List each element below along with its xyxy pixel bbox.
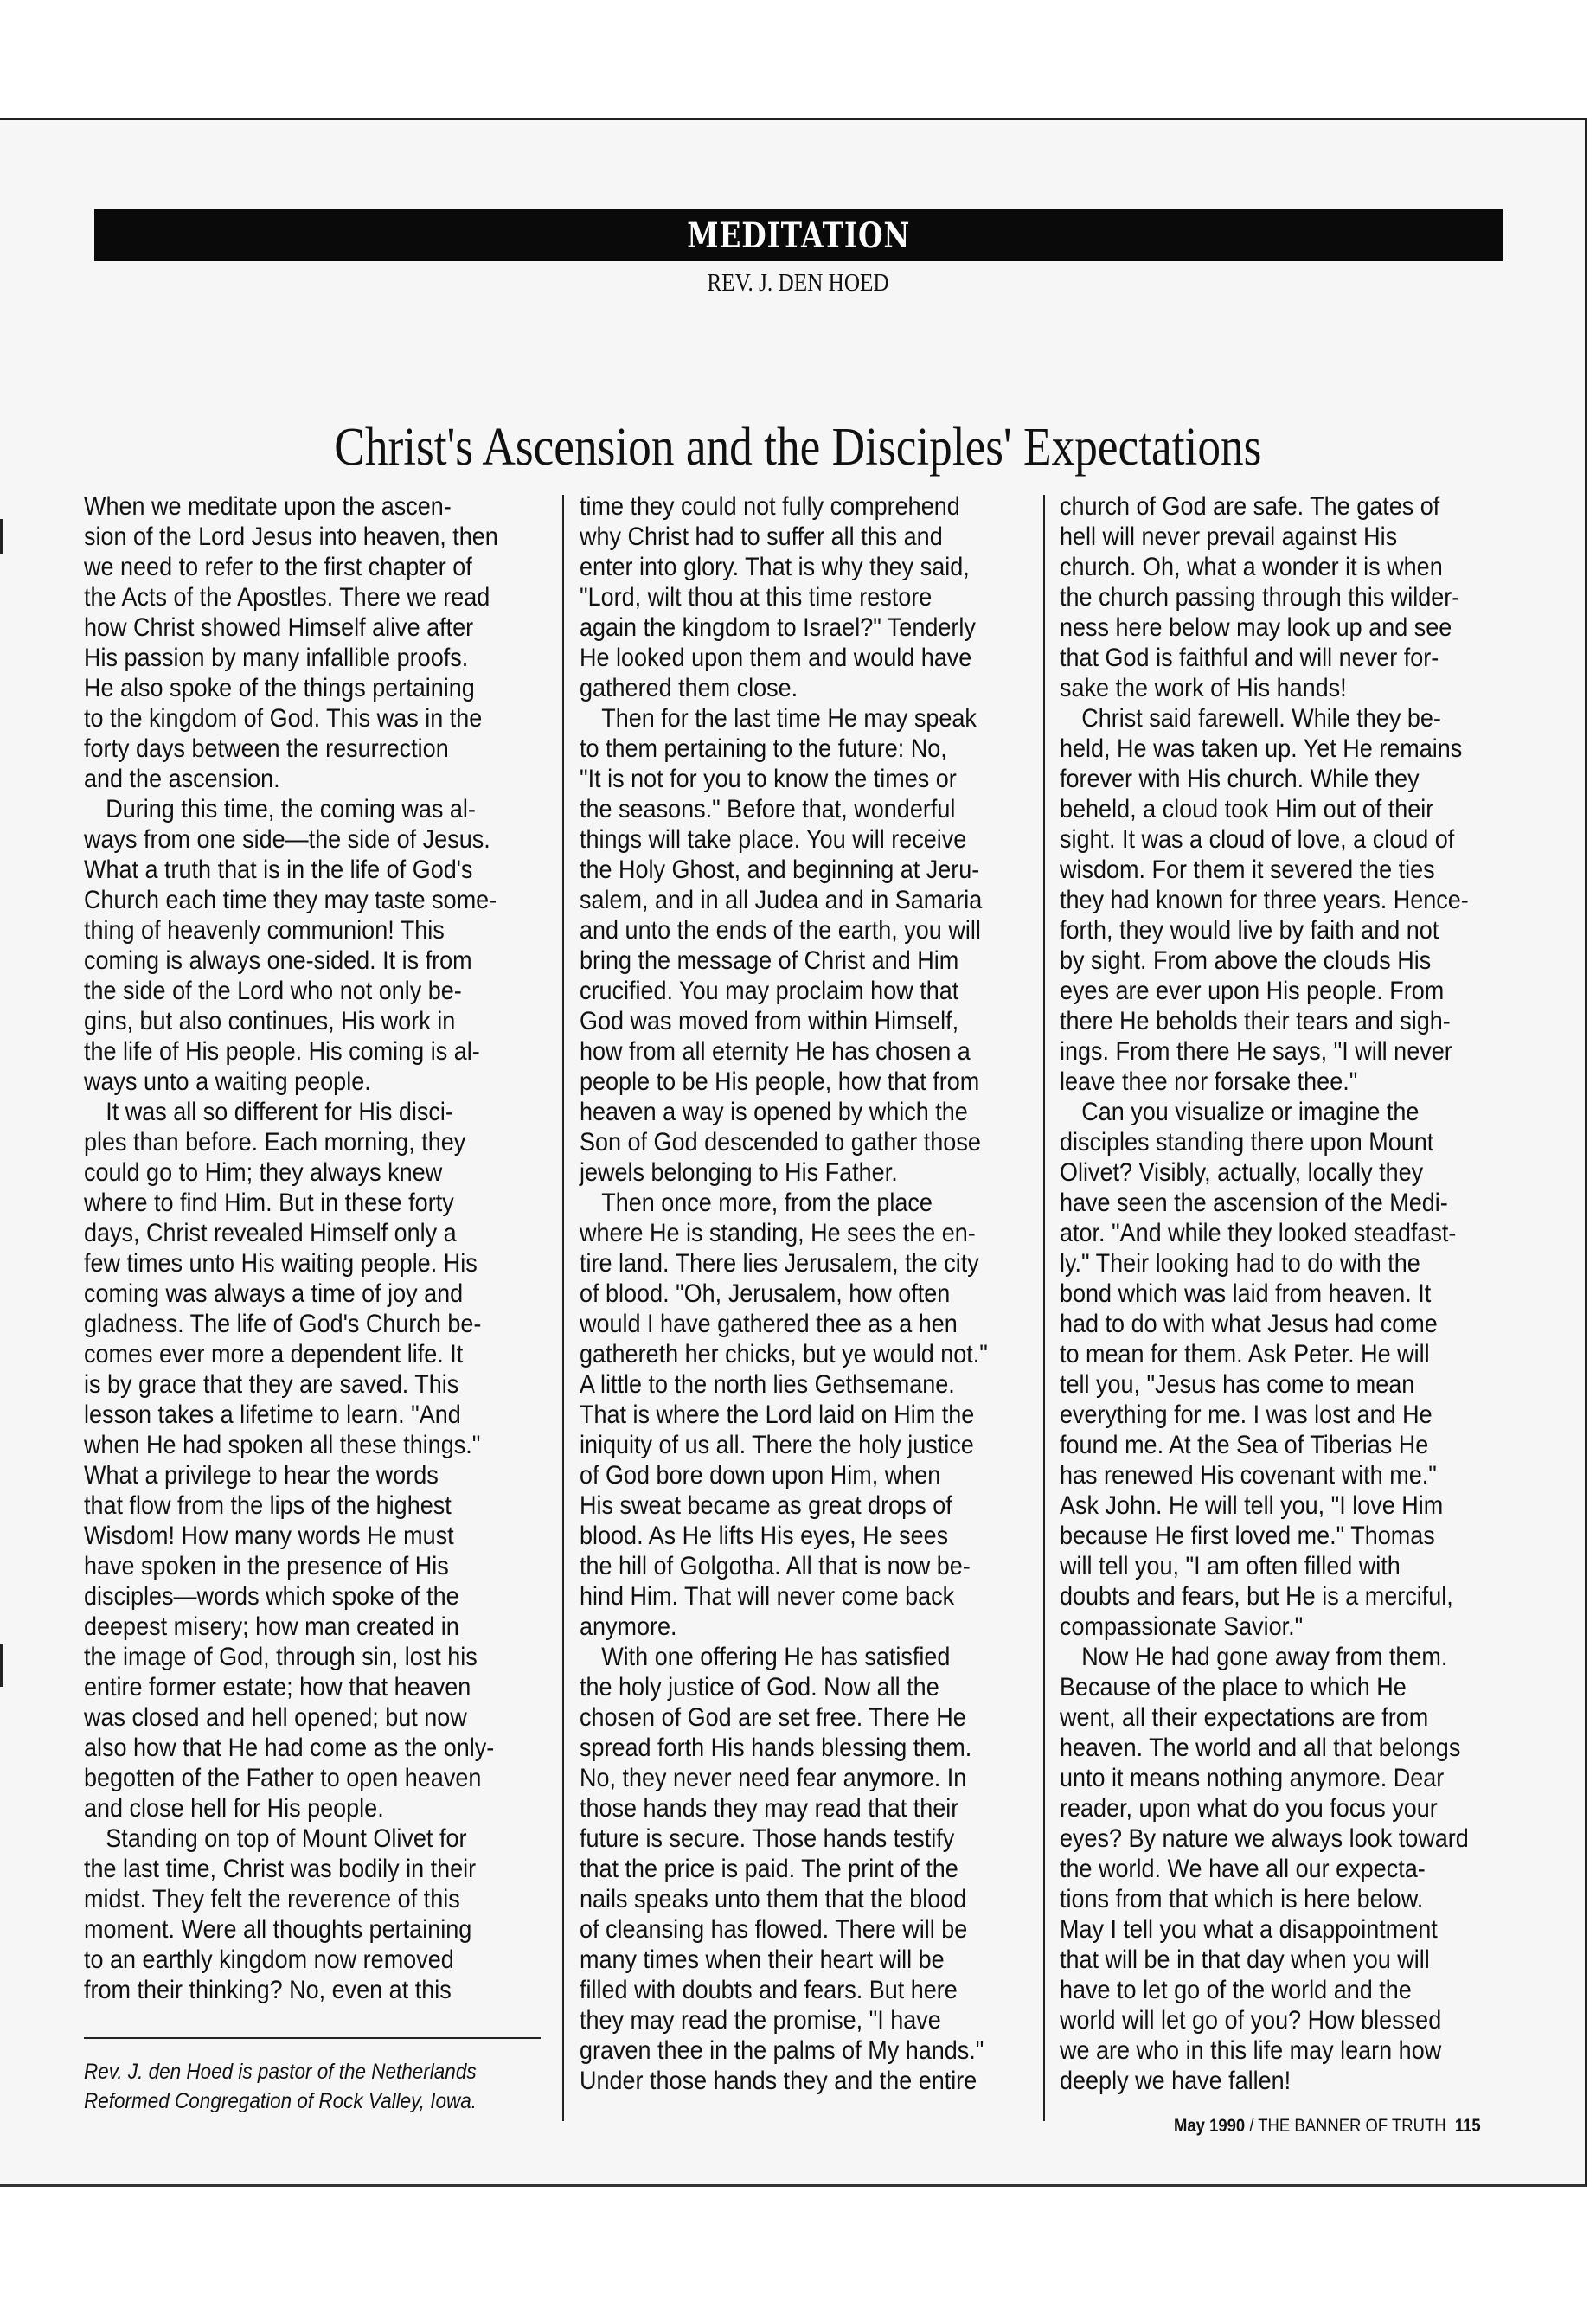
text-line: has renewed His covenant with me." (1060, 1461, 1437, 1490)
text-line: of blood. "Oh, Jerusalem, how often (580, 1279, 951, 1308)
text-line: because He first loved me." Thomas (1060, 1522, 1435, 1550)
text-line: the Acts of the Apostles. There we read (84, 583, 490, 612)
text-line: again the kingdom to Israel?" Tenderly (580, 613, 976, 642)
text-line: deeply we have fallen! (1060, 2067, 1292, 2095)
text-line: world will let go of you? How blessed (1060, 2006, 1442, 2035)
paragraph (580, 1642, 988, 2096)
text-line: No, they never need fear anymore. In (580, 1764, 967, 1792)
text-line: Christ said farewell. While they be- (1081, 704, 1441, 733)
text-line: the seasons." Before that, wonderful (580, 795, 956, 824)
text-line: Wisdom! How many words He must (84, 1522, 454, 1550)
text-line: entire former estate; how that heaven (84, 1673, 471, 1702)
scan-edge-mark (0, 519, 3, 554)
text-line: graven thee in the palms of My hands." (580, 2036, 984, 2065)
text-line: ly." Their looking had to do with the (1060, 1249, 1420, 1278)
text-line: held, He was taken up. Yet He remains (1060, 734, 1463, 763)
text-line: sake the work of His hands! (1060, 674, 1347, 702)
text-line: thing of heavenly communion! This (84, 916, 445, 945)
issue-date: May 1990 (1174, 2116, 1246, 2136)
article-title-text: Christ's Ascension and the Disciples' Expectations (334, 418, 1262, 477)
page-number: 115 (1454, 2116, 1481, 2136)
text-line: anymore. (580, 1612, 677, 1641)
text-line: and unto the ends of the earth, you will (580, 916, 981, 945)
text-line: why Christ had to suffer all this and (580, 522, 943, 551)
text-line: is by grace that they are saved. This (84, 1370, 459, 1399)
text-line: coming is always one-sided. It is from (84, 946, 472, 975)
text-line: gins, but also continues, His work in (84, 1007, 456, 1035)
text-line: that will be in that day when you will (1060, 1945, 1430, 1974)
text-line: hind Him. That will never come back (580, 1582, 955, 1611)
text-line: tions from that which is here below. (1060, 1885, 1424, 1913)
text-line: people to be His people, how that from (580, 1067, 980, 1096)
text-line: "It is not for you to know the times or (580, 765, 957, 793)
text-line: also how that He had come as the only- (84, 1734, 495, 1762)
text-line: spread forth His hands blessing them. (580, 1734, 972, 1762)
text-line: that flow from the lips of the highest (84, 1491, 452, 1520)
paragraph (1060, 1642, 1469, 2096)
text-line: leave thee nor forsake thee." (1060, 1067, 1358, 1096)
text-line: few times unto His waiting people. His (84, 1249, 478, 1278)
text-line: of cleansing has flowed. There will be (580, 1915, 968, 1944)
text-line: nails speaks unto them that the blood (580, 1885, 967, 1913)
paragraph (84, 1097, 498, 1823)
text-line: the world. We have all our expecta- (1060, 1855, 1426, 1883)
text-line: That is where the Lord laid on Him the (580, 1400, 975, 1429)
column-divider (562, 495, 564, 2121)
text-line: the holy justice of God. Now all the (580, 1673, 939, 1702)
text-line: when He had spoken all these things." (84, 1431, 481, 1459)
text-line: gathereth her chicks, but ye would not." (580, 1340, 988, 1368)
text-line: the hill of Golgotha. All that is now be- (580, 1552, 971, 1580)
text-line: ways from one side—the side of Jesus. (84, 825, 490, 854)
text-line: compassionate Savior." (1060, 1612, 1304, 1641)
text-line: many times when their heart will be (580, 1945, 945, 1974)
text-line: heaven a way is opened by which the (580, 1098, 968, 1126)
text-line: A little to the north lies Gethsemane. (580, 1370, 955, 1399)
text-line: Under those hands they and the entire (580, 2067, 977, 2095)
text-line: Because of the place to which He (1060, 1673, 1407, 1702)
text-line: Ask John. He will tell you, "I love Him (1060, 1491, 1444, 1520)
text-line: the church passing through this wilder- (1060, 583, 1460, 612)
text-line: those hands they may read that their (580, 1794, 959, 1823)
text-line: forever with His church. While they (1060, 765, 1420, 793)
text-line: coming was always a time of joy and (84, 1279, 464, 1308)
text-line: Olivet? Visibly, actually, locally they (1060, 1158, 1424, 1187)
text-line: things will take place. You will receive (580, 825, 967, 854)
text-line: time they could not fully comprehend (580, 492, 960, 521)
text-line: ples than before. Each morning, they (84, 1128, 466, 1157)
text-line: Now He had gone away from them. (1081, 1643, 1448, 1671)
paragraph (84, 794, 498, 1097)
text-line: God was moved from within Himself, (580, 1007, 959, 1035)
text-line: would I have gathered thee as a hen (580, 1310, 958, 1338)
text-line: During this time, the coming was al- (106, 795, 476, 824)
text-line: begotten of the Father to open heaven (84, 1764, 482, 1792)
footnote-line: Rev. J. den Hoed is pastor of the Netherlands (84, 2060, 477, 2084)
text-line: where He is standing, He sees the en- (580, 1219, 976, 1247)
column-3 (1060, 491, 1469, 2096)
text-line: midst. They felt the reverence of this (84, 1885, 460, 1913)
text-line: beheld, a cloud took Him out of their (1060, 795, 1434, 824)
text-line: to them pertaining to the future: No, (580, 734, 947, 763)
paragraph (1060, 491, 1469, 703)
text-line: enter into glory. That is why they said, (580, 553, 970, 581)
text-line: there He beholds their tears and sigh- (1060, 1007, 1451, 1035)
text-line: With one offering He has satisfied (601, 1643, 951, 1671)
text-line: found me. At the Sea of Tiberias He (1060, 1431, 1429, 1459)
text-line: ator. "And while they looked steadfast- (1060, 1219, 1457, 1247)
text-line: eyes? By nature we always look toward (1060, 1824, 1469, 1853)
text-line: chosen of God are set free. There He (580, 1703, 966, 1732)
text-line: by sight. From above the clouds His (1060, 946, 1432, 975)
text-line: May I tell you what a disappointment (1060, 1915, 1438, 1944)
text-line: heaven. The world and all that belongs (1060, 1734, 1461, 1762)
text-line: crucified. You may proclaim how that (580, 977, 959, 1005)
text-line: we need to refer to the first chapter of (84, 553, 472, 581)
text-line: Then for the last time He may speak (601, 704, 977, 733)
text-line: they may read the promise, "I have (580, 2006, 941, 2035)
text-line: and the ascension. (84, 765, 280, 793)
text-line: days, Christ revealed Himself only a (84, 1219, 457, 1247)
text-line: Can you visualize or imagine the (1081, 1098, 1420, 1126)
text-line: we are who in this life may learn how (1060, 2036, 1442, 2065)
text-line: salem, and in all Judea and in Samaria (580, 886, 983, 914)
paragraph (1060, 1097, 1469, 1642)
text-line: doubts and fears, but He is a merciful, (1060, 1582, 1453, 1611)
text-line: iniquity of us all. There the holy justice (580, 1431, 974, 1459)
text-line: that God is faithful and will never for- (1060, 644, 1439, 672)
text-line: bring the message of Christ and Him (580, 946, 959, 975)
text-line: He also spoke of the things pertaining (84, 674, 475, 702)
text-line: unto it means nothing anymore. Dear (1060, 1764, 1445, 1792)
text-line: jewels belonging to His Father. (580, 1158, 898, 1187)
text-line: to mean for them. Ask Peter. He will (1060, 1340, 1430, 1368)
text-line: to an earthly kingdom now removed (84, 1945, 454, 1974)
text-line: Church each time they may taste some- (84, 886, 497, 914)
text-line: wisdom. For them it severed the ties (1060, 856, 1435, 884)
text-line: What a truth that is in the life of God's (84, 856, 473, 884)
article-title (0, 417, 1596, 478)
text-line: He looked upon them and would have (580, 644, 972, 672)
text-line: they had known for three years. Hence- (1060, 886, 1469, 914)
text-line: have spoken in the presence of His (84, 1552, 449, 1580)
text-line: deepest misery; how man created in (84, 1612, 459, 1641)
text-line: future is secure. Those hands testify (580, 1824, 955, 1853)
paragraph (580, 491, 988, 703)
text-line: to the kingdom of God. This was in the (84, 704, 483, 733)
text-line: went, all their expectations are from (1060, 1703, 1429, 1732)
text-line: blood. As He lifts His eyes, He sees (580, 1522, 949, 1550)
author-footnote (84, 2057, 477, 2116)
column-1 (84, 491, 498, 2005)
text-line: "Lord, wilt thou at this time restore (580, 583, 933, 612)
text-line: eyes are ever upon His people. From (1060, 977, 1445, 1005)
text-line: gladness. The life of God's Church be- (84, 1310, 482, 1338)
text-line: where to find Him. But in these forty (84, 1189, 454, 1217)
text-line: bond which was laid from heaven. It (1060, 1279, 1432, 1308)
text-line: the Holy Ghost, and beginning at Jeru- (580, 856, 980, 884)
text-line: It was all so different for His disci- (106, 1098, 453, 1126)
paragraph (580, 1188, 988, 1642)
text-line: disciples—words which spoke of the (84, 1582, 459, 1611)
section-label: MEDITATION (687, 215, 910, 256)
text-line: how Christ showed Himself alive after (84, 613, 474, 642)
text-line: was closed and hell opened; but now (84, 1703, 467, 1732)
publication-name: THE BANNER OF TRUTH (1258, 2116, 1446, 2136)
text-line: gathered them close. (580, 674, 798, 702)
footnote-rule (84, 2037, 541, 2039)
text-line: ways unto a waiting people. (84, 1067, 371, 1096)
text-line: the side of the Lord who not only be- (84, 977, 462, 1005)
text-line: church. Oh, what a wonder it is when (1060, 553, 1443, 581)
text-line: When we meditate upon the ascen- (84, 492, 452, 521)
text-line: tire land. There lies Jerusalem, the city (580, 1249, 979, 1278)
text-line: forth, they would live by faith and not (1060, 916, 1439, 945)
text-line: will tell you, "I am often filled with (1060, 1552, 1401, 1580)
text-line: from their thinking? No, even at this (84, 1976, 452, 2004)
text-line: sion of the Lord Jesus into heaven, then (84, 522, 498, 551)
text-line: how from all eternity He has chosen a (580, 1037, 971, 1066)
text-line: ings. From there He says, "I will never (1060, 1037, 1452, 1066)
paragraph (84, 1823, 498, 2005)
text-line: reader, upon what do you focus your (1060, 1794, 1438, 1823)
text-line: ness here below may look up and see (1060, 613, 1452, 642)
paragraph (1060, 703, 1469, 1097)
text-line: sight. It was a cloud of love, a cloud of (1060, 825, 1455, 854)
text-line: His passion by many infallible proofs. (84, 644, 469, 672)
text-line: disciples standing there upon Mount (1060, 1128, 1434, 1157)
text-line: that the price is paid. The print of the (580, 1855, 958, 1883)
text-line: church of God are safe. The gates of (1060, 492, 1440, 521)
text-line: What a privilege to hear the words (84, 1461, 439, 1490)
text-line: have seen the ascension of the Medi- (1060, 1189, 1448, 1217)
text-line: the life of His people. His coming is al- (84, 1037, 480, 1066)
text-line: the image of God, through sin, lost his (84, 1643, 478, 1671)
footer-separator: / (1245, 2116, 1259, 2136)
footnote-line: Reformed Congregation of Rock Valley, Iowa. (84, 2089, 477, 2113)
column-divider (1043, 495, 1045, 2121)
text-line: had to do with what Jesus had come (1060, 1310, 1438, 1338)
text-line: comes ever more a dependent life. It (84, 1340, 464, 1368)
text-line: have to let go of the world and the (1060, 1976, 1412, 2004)
text-line: His sweat became as great drops of (580, 1491, 952, 1520)
paragraph (580, 703, 988, 1188)
text-line: tell you, "Jesus has come to mean (1060, 1370, 1415, 1399)
text-line: the last time, Christ was bodily in their (84, 1855, 477, 1883)
text-line: Standing on top of Mount Olivet for (106, 1824, 467, 1853)
section-banner (94, 209, 1503, 261)
text-line: lesson takes a lifetime to learn. "And (84, 1400, 461, 1429)
text-line: hell will never prevail against His (1060, 522, 1398, 551)
scan-edge-mark (0, 1644, 3, 1687)
text-line: Then once more, from the place (601, 1189, 933, 1217)
column-2 (580, 491, 988, 2096)
text-line: could go to Him; they always knew (84, 1158, 443, 1187)
text-line: of God bore down upon Him, when (580, 1461, 941, 1490)
text-line: Son of God descended to gather those (580, 1128, 981, 1157)
text-line: moment. Were all thoughts pertaining (84, 1915, 472, 1944)
text-line: everything for me. I was lost and He (1060, 1400, 1433, 1429)
author-byline: REV. J. DEN HOED (707, 270, 889, 297)
text-line: and close hell for His people. (84, 1794, 384, 1823)
paragraph (84, 491, 498, 794)
text-line: filled with doubts and fears. But here (580, 1976, 958, 2004)
page-footer (1174, 2116, 1481, 2137)
text-line: forty days between the resurrection (84, 734, 449, 763)
